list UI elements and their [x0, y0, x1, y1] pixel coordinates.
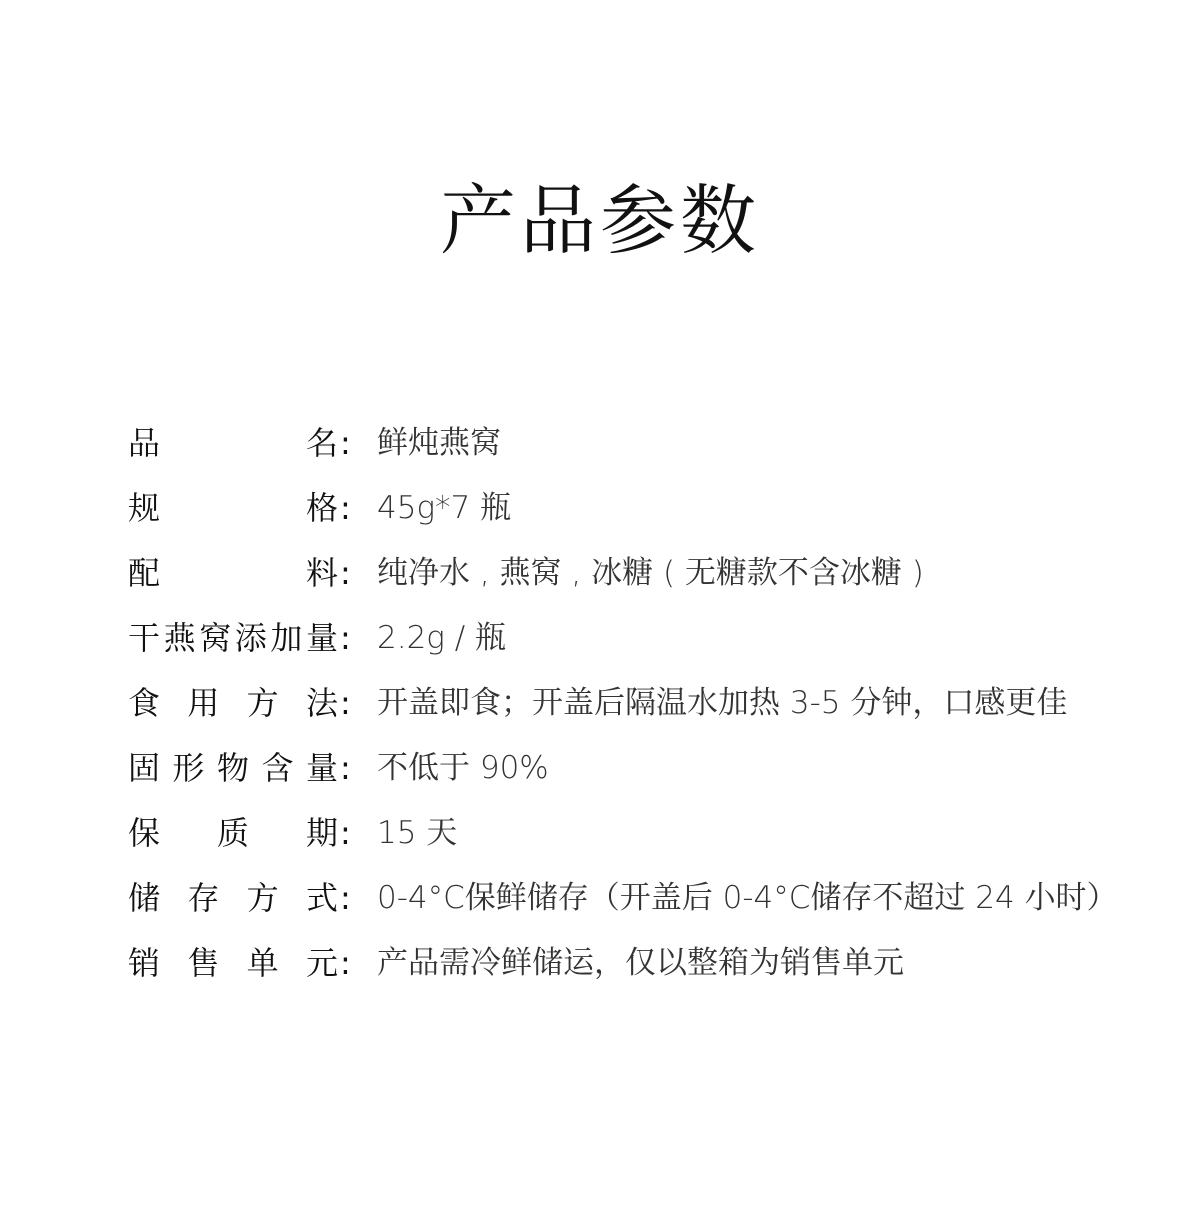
- spec-colon: :: [340, 618, 351, 657]
- spec-row-storage: [128, 865, 1168, 930]
- spec-row-solids: [128, 735, 1168, 800]
- spec-row-product-name: [128, 410, 1168, 475]
- spec-row-size: [128, 475, 1168, 540]
- spec-value: 产品需冷鲜储运，仅以整箱为销售单元: [377, 944, 904, 981]
- page-title: 产品参数: [440, 176, 760, 265]
- spec-value: 鲜炖燕窝: [377, 424, 501, 461]
- spec-value: 纯净水 , 燕窝 , 冰糖 ( 无糖款不含冰糖 ): [377, 554, 924, 591]
- spec-value: 2.2g / 瓶: [377, 619, 507, 656]
- spec-colon: :: [340, 748, 351, 787]
- spec-value: 15 天: [377, 814, 458, 851]
- spec-label: 固形物含量: [128, 748, 338, 787]
- spec-colon: :: [340, 878, 351, 917]
- spec-colon: :: [340, 488, 351, 527]
- spec-row-ingredients: [128, 540, 1168, 605]
- spec-value: 0-4°C保鲜储存（开盖后 0-4°C储存不超过 24 小时）: [377, 879, 1118, 916]
- spec-label: 销售单元: [128, 943, 338, 982]
- spec-colon: :: [340, 423, 351, 462]
- spec-label: 干燕窝添加量: [128, 618, 338, 657]
- spec-label: 配料: [128, 553, 338, 592]
- spec-row-usage: [128, 670, 1168, 735]
- spec-label: 储存方式: [128, 878, 338, 917]
- spec-row-sales-unit: [128, 930, 1168, 995]
- spec-colon: :: [340, 553, 351, 592]
- spec-value: 45g*7 瓶: [377, 489, 512, 526]
- spec-row-shelf-life: [128, 800, 1168, 865]
- spec-colon: :: [340, 943, 351, 982]
- spec-row-nest-amount: [128, 605, 1168, 670]
- spec-label: 食用方法: [128, 683, 338, 722]
- spec-value: 开盖即食；开盖后隔温水加热 3-5 分钟，口感更佳: [377, 684, 1068, 721]
- spec-label: 规格: [128, 488, 338, 527]
- spec-value: 不低于 90%: [377, 749, 549, 786]
- spec-label: 保质期: [128, 813, 338, 852]
- spec-list: [128, 410, 1168, 995]
- spec-colon: :: [340, 813, 351, 852]
- spec-label: 品名: [128, 423, 338, 462]
- spec-colon: :: [340, 683, 351, 722]
